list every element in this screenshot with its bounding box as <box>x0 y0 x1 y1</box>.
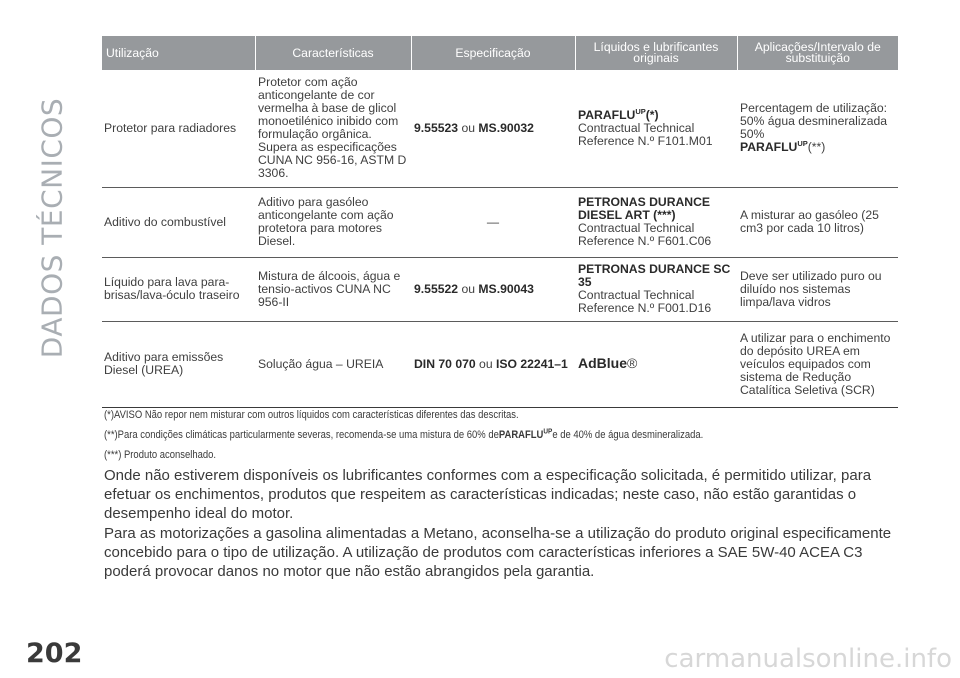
spec-code: DIN 70 070 <box>414 356 476 371</box>
cell-characteristics: Protetor com ação anticongelante de cor vermelha à base de glicol monoetilénico inibido com formulação orgânica. Supera as especificações CUNA NC 956-16, ASTM D 3306. <box>255 70 411 187</box>
cell-characteristics: Solução água – UREIA <box>255 321 411 407</box>
cell-application: A utilizar para o enchimento do depósito UREA em veículos equipados com sistema de Redução Catalítica Seletiva (SCR) <box>737 321 898 407</box>
application-mark: (**) <box>807 140 826 155</box>
cell-application: A misturar ao gasóleo (25 cm3 por cada 10 litros) <box>737 187 898 257</box>
spec-code: ISO 22241–1 <box>496 356 568 371</box>
cell-application <box>737 70 898 187</box>
fluid-mark: (*) <box>645 107 659 122</box>
footnote-1: (*)AVISO Não repor nem misturar com outros líquidos com características diferentes das descritas. <box>104 409 519 421</box>
spec-code: 9.55522 <box>414 281 459 296</box>
header-applications: Aplicações/Intervalo de substituição <box>737 36 898 70</box>
spec-or: ou <box>479 356 493 371</box>
spec-code: MS.90043 <box>478 281 534 296</box>
header-original-fluids: Líquidos e lubrificantes originais <box>575 36 737 70</box>
spec-or: ou <box>461 281 476 296</box>
cell-application: Deve ser utilizado puro ou diluído nos sistemas limpa/lava vidros <box>737 257 898 321</box>
cell-use: Protetor para radiadores <box>102 70 255 187</box>
cell-use: Aditivo do combustível <box>102 187 255 257</box>
fluid-name: PETRONAS DURANCE SC 35 <box>578 262 731 289</box>
fluids-table <box>102 36 898 408</box>
cell-use: Líquido para lava para-brisas/lava-óculo traseiro <box>102 257 255 321</box>
header-use: Utilização <box>102 36 255 70</box>
footnote-2-superscript: UP <box>543 426 553 436</box>
fluid-reference: Contractual Technical Reference N.º F001.D16 <box>578 288 712 315</box>
footnote-2-brand: PARAFLU <box>498 429 544 441</box>
spec-code: 9.55523 <box>414 120 459 135</box>
table-row <box>102 257 898 321</box>
body-text <box>104 466 904 581</box>
watermark: carmanualsonline.info <box>664 644 952 674</box>
cell-specification: — <box>411 187 575 257</box>
table-header-row <box>102 36 898 70</box>
header-characteristics: Características <box>255 36 411 70</box>
spec-or: ou <box>461 120 476 135</box>
paragraph: Onde não estiverem disponíveis os lubrificantes conformes com a especificação solicitada, é permitido utilizar, para efetuar os enchimentos, produtos que respeitem as características indicadas; neste caso, não estão garantidas o desempenho ideal do motor. <box>104 467 872 523</box>
header-specification: Especificação <box>411 36 575 70</box>
fluid-name: AdBlue <box>578 355 627 371</box>
fluid-name: PARAFLU <box>578 107 636 122</box>
footnotes <box>104 406 904 466</box>
table-row <box>102 187 898 257</box>
application-brand: PARAFLU <box>740 140 798 155</box>
table-row <box>102 70 898 187</box>
spec-code: MS.90032 <box>478 120 534 135</box>
section-title: DADOS TÉCNICOS <box>35 97 69 359</box>
fluid-mark: ® <box>627 355 638 371</box>
fluid-reference: Contractual Technical Reference N.º F101.M01 <box>578 120 713 148</box>
cell-original-fluid <box>575 257 737 321</box>
application-text: Percentagem de utilização: 50% água desmineralizada 50% <box>740 101 888 142</box>
cell-specification <box>411 257 575 321</box>
cell-original-fluid <box>575 321 737 407</box>
footnote-2-text: (**)Para condições climáticas particularmente severas, recomenda-se uma mistura de 60% de <box>104 429 499 441</box>
footnote-2 <box>104 426 703 444</box>
fluid-reference: Contractual Technical Reference N.º F601.C06 <box>578 221 712 248</box>
application-superscript: UP <box>797 139 808 149</box>
cell-original-fluid <box>575 70 737 187</box>
cell-specification <box>411 321 575 407</box>
footnote-3: (***) Produto aconselhado. <box>104 449 217 461</box>
fluid-superscript: UP <box>635 106 646 116</box>
cell-characteristics: Aditivo para gasóleo anticongelante com ação protetora para motores Diesel. <box>255 187 411 257</box>
cell-specification <box>411 70 575 187</box>
page-number: 202 <box>26 638 83 669</box>
cell-original-fluid <box>575 187 737 257</box>
cell-characteristics: Mistura de álcoois, água e tensio-activos CUNA NC 956-II <box>255 257 411 321</box>
cell-use: Aditivo para emissões Diesel (UREA) <box>102 321 255 407</box>
fluid-mark: (***) <box>653 208 676 222</box>
footnote-2-text-end: e de 40% de água desmineralizada. <box>552 429 704 441</box>
paragraph: Para as motorizações a gasolina alimentadas a Metano, aconselha-se a utilização do produto original especificamente concebido para o tipo de utilização. A utilização de produtos com características inferiores a SAE 5W-40 ACEA C3 poderá provocar danos no motor que não estão abrangidos pela garantia. <box>104 524 892 581</box>
fluid-name: PETRONAS DURANCE DIESEL ART <box>578 195 711 222</box>
table-row <box>102 321 898 407</box>
